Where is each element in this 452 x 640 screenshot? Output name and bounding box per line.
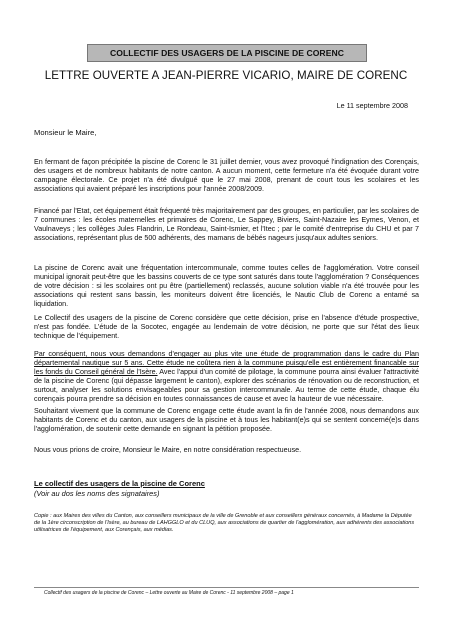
letter-title: LETTRE OUVERTE A JEAN-PIERRE VICARIO, MAIRE DE CORENC xyxy=(44,69,408,82)
signature-note: (Voir au dos les noms des signataires) xyxy=(34,489,160,498)
paragraph-study: Le Collectif des usagers de la piscine de Corenc considère que cette décision, prise en l'absence d'étude prospective, n'est pas fondée. L'étude de la Socotec, engagée au lendemain de votre décision, ne porte que sur l'état des lieux technique de l'équipement. xyxy=(34,314,419,341)
paragraph-consequences: La piscine de Corenc avait une fréquentation intercommunale, comme toutes celles de l'agglomération. Votre conseil municipal ignorait peut-être que les bassins couverts de ce type sont saturés dans toute l'agglomération ? Conséquences de votre décision : si les scolaires ont pu être (partiellement) reclassés, aucune solution viable n'a été trouvée pour les associations qui restent sans bassin, les moniteurs doivent être licenciés, le Nautic Club de Corenc a entamé sa liquidation. xyxy=(34,264,419,309)
signature-name: Le collectif des usagers de la piscine de Corenc xyxy=(34,479,205,488)
collective-header-title: COLLECTIF DES USAGERS DE LA PISCINE DE CORENC xyxy=(110,48,344,58)
paragraph-petition: Souhaitant vivement que la commune de Corenc engage cette étude avant la fin de l'année 2008, nous demandons aux habitants de Corenc et du canton, aux usagers de la piscine et à tous les habitant(e)s qui se sentent concerné(e)s dans l'agglomération, de soutenir cette demande en signant la pétition proposée. xyxy=(34,407,419,434)
paragraph-closing: Nous vous prions de croire, Monsieur le Maire, en notre considération respectueuse. xyxy=(34,446,302,454)
footer-divider xyxy=(34,587,419,588)
letter-date: Le 11 septembre 2008 xyxy=(336,101,408,110)
copies-note: Copie : aux Maires des villes du Canton, aux conseillers municipaux de la ville de Grenoble et aux conseillers généraux concernés, à Madame la Députée de la 1ère circonscription de l'Isère, au bureau de LAHGGLO et du CLUQ, aux associations de quartier de l'agglomération, aux adhérents des associations utilisatrices de l'équipement, aux Corençais, aux médias. xyxy=(34,513,415,533)
collective-header-box xyxy=(87,44,367,62)
paragraph-users: Financé par l'Etat, cet équipement était fréquenté très majoritairement par des groupes, en particulier, par les scolaires de 7 communes : les écoles maternelles et primaires de Corenc, Le Sappey, Biviers, Saint-Nazaire les Eymes, Venon, et Vaulnaveys ; les collèges Jules Flandrin, Le Rondeau, Saint-Ismier, et l'Itec ; par le comité d'entreprise du CHU et par 7 associations, représentant plus de 500 adhérents, des mamans de bébés nageurs jusqu'aux adultes seniors. xyxy=(34,207,419,243)
paragraph-request xyxy=(34,350,419,405)
salutation: Monsieur le Maire, xyxy=(34,128,97,137)
request-rest-text: Avec l'appui d'un comité de pilotage, la commune pourra ainsi évaluer l'attractivité de la piscine de Corenc (qui dépasse largement le canton), explorer des scénarios de rénovation ou de reconstruction, et surtout, analyser les solutions envisageables pour sa gestion intercommunale. Au terme de cette étude, chaque élu corençais pourra prendre sa décision en toutes connaissances de cause et avec la hauteur de vue nécessaire. xyxy=(34,368,419,404)
paragraph-closure: En fermant de façon précipitée la piscine de Corenc le 31 juillet dernier, vous avez provoqué l'indignation des Corençais, des usagers et de nombreux habitants de notre canton. A aucun moment, cette fermeture n'a été évoquée durant votre campagne électorale. Ce projet n'a été divulgué que le 27 mai 2008, prenant de court tous les scolaires et les associations qui avaient préparé les inscriptions pour l'année 2008/2009. xyxy=(34,158,419,194)
page-footer: Collectif des usagers de la piscine de Corenc – Lettre ouverte au Maire de Corenc - 11 septembre 2008 – page 1 xyxy=(44,590,294,596)
request-underlined-text: Par conséquent, nous vous demandons d'engager au plus vite une étude de programmation dans le cadre du Plan départemental nautique sur 5 ans. Cette étude ne coûtera rien à la commune puisqu'elle est entièrement financable sur les fonds du Conseil général de l'Isère. xyxy=(34,350,419,377)
